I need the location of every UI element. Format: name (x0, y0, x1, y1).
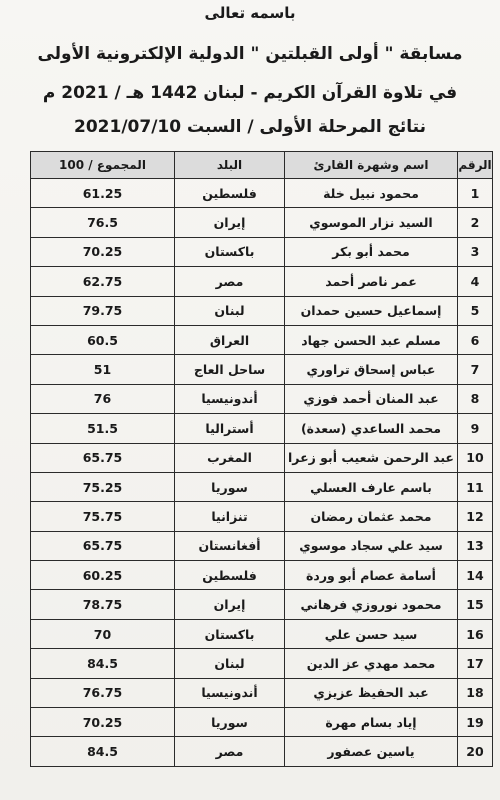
country-cell: لبنان (175, 649, 285, 678)
score-cell: 65.75 (31, 531, 175, 560)
table-body (31, 179, 493, 767)
rank-cell: 19 (458, 708, 493, 737)
results-table (30, 151, 493, 767)
country-cell: أستراليا (175, 414, 285, 443)
table-row (31, 384, 493, 413)
rank-cell: 13 (458, 531, 493, 560)
score-cell: 79.75 (31, 296, 175, 325)
rank-cell: 1 (458, 179, 493, 208)
rank-cell: 10 (458, 443, 493, 472)
reciter-name-cell: سيد علي سجاد موسوي (285, 531, 458, 560)
table-row (31, 649, 493, 678)
score-cell: 76.75 (31, 678, 175, 707)
rank-cell: 5 (458, 296, 493, 325)
reciter-name-cell: عبد الرحمن شعيب أبو زعرا (285, 443, 458, 472)
reciter-name-cell: عبد المنان أحمد فوزي (285, 384, 458, 413)
table-row (31, 737, 493, 766)
table-row (31, 678, 493, 707)
score-cell: 51.5 (31, 414, 175, 443)
competition-subtitle: في تلاوة القرآن الكريم - لبنان 1442 هـ / 2021 م (42, 83, 458, 103)
reciter-name-cell: محمود نوروزي فرهاني (285, 590, 458, 619)
rank-cell: 8 (458, 384, 493, 413)
score-cell: 51 (31, 355, 175, 384)
score-cell: 62.75 (31, 267, 175, 296)
reciter-name-cell: محمود نبيل خلة (285, 179, 458, 208)
rank-cell: 3 (458, 237, 493, 266)
score-cell: 60.25 (31, 561, 175, 590)
reciter-name-cell: عمر ناصر أحمد (285, 267, 458, 296)
country-cell: فلسطين (175, 561, 285, 590)
reciter-name-cell: محمد الساعدي (سعدة) (285, 414, 458, 443)
table-row (31, 355, 493, 384)
score-cell: 70.25 (31, 237, 175, 266)
country-cell: باكستان (175, 237, 285, 266)
rank-cell: 4 (458, 267, 493, 296)
rank-cell: 7 (458, 355, 493, 384)
table-header-row (31, 152, 493, 179)
country-cell: مصر (175, 737, 285, 766)
rank-cell: 20 (458, 737, 493, 766)
score-cell: 75.25 (31, 472, 175, 501)
country-cell: فلسطين (175, 179, 285, 208)
column-header-country: البلد (175, 152, 285, 179)
reciter-name-cell: عبد الحفيظ عزيزي (285, 678, 458, 707)
country-cell: إيران (175, 590, 285, 619)
score-cell: 76 (31, 384, 175, 413)
column-header-score: المجموع / 100 (31, 152, 175, 179)
country-cell: لبنان (175, 296, 285, 325)
score-cell: 65.75 (31, 443, 175, 472)
table-row (31, 179, 493, 208)
table-row (31, 561, 493, 590)
country-cell: ساحل العاج (175, 355, 285, 384)
table-row (31, 267, 493, 296)
basmala-heading: باسمه تعالى (204, 4, 296, 22)
reciter-name-cell: محمد مهدي عز الدين (285, 649, 458, 678)
reciter-name-cell: سيد حسن علي (285, 619, 458, 648)
country-cell: تنزانيا (175, 502, 285, 531)
table-row (31, 296, 493, 325)
country-cell: إيران (175, 208, 285, 237)
score-cell: 61.25 (31, 179, 175, 208)
score-cell: 75.75 (31, 502, 175, 531)
table-row (31, 472, 493, 501)
reciter-name-cell: إسماعيل حسين حمدان (285, 296, 458, 325)
rank-cell: 18 (458, 678, 493, 707)
competition-title: مسابقة " أولى القبلتين " الدولية الإلكترونية الأولى (37, 44, 463, 64)
rank-cell: 9 (458, 414, 493, 443)
score-cell: 84.5 (31, 649, 175, 678)
table-row (31, 590, 493, 619)
country-cell: العراق (175, 325, 285, 354)
rank-cell: 2 (458, 208, 493, 237)
table-row (31, 531, 493, 560)
country-cell: سوريا (175, 472, 285, 501)
table-row (31, 414, 493, 443)
reciter-name-cell: السيد نزار الموسوي (285, 208, 458, 237)
table-row (31, 443, 493, 472)
reciter-name-cell: محمد أبو بكر (285, 237, 458, 266)
reciter-name-cell: مسلم عبد الحسن جهاد (285, 325, 458, 354)
country-cell: أندونيسيا (175, 384, 285, 413)
table-row (31, 325, 493, 354)
table-row (31, 502, 493, 531)
rank-cell: 17 (458, 649, 493, 678)
score-cell: 60.5 (31, 325, 175, 354)
table-row (31, 237, 493, 266)
score-cell: 76.5 (31, 208, 175, 237)
rank-cell: 15 (458, 590, 493, 619)
rank-cell: 14 (458, 561, 493, 590)
reciter-name-cell: إياد بسام مهرة (285, 708, 458, 737)
country-cell: أفغانستان (175, 531, 285, 560)
table-row (31, 708, 493, 737)
reciter-name-cell: باسم عارف العسلي (285, 472, 458, 501)
table-row (31, 619, 493, 648)
reciter-name-cell: ياسين عصفور (285, 737, 458, 766)
score-cell: 70 (31, 619, 175, 648)
country-cell: مصر (175, 267, 285, 296)
score-cell: 70.25 (31, 708, 175, 737)
country-cell: باكستان (175, 619, 285, 648)
rank-cell: 12 (458, 502, 493, 531)
reciter-name-cell: أسامة عصام أبو وردة (285, 561, 458, 590)
country-cell: سوريا (175, 708, 285, 737)
rank-cell: 16 (458, 619, 493, 648)
reciter-name-cell: عباس إسحاق تراوري (285, 355, 458, 384)
score-cell: 84.5 (31, 737, 175, 766)
results-date-title: نتائج المرحلة الأولى / السبت 2021/07/10 (74, 117, 426, 137)
country-cell: أندونيسيا (175, 678, 285, 707)
column-header-rank: الرقم (458, 152, 493, 179)
table-row (31, 208, 493, 237)
country-cell: المغرب (175, 443, 285, 472)
column-header-name: اسم وشهرة القارئ (285, 152, 458, 179)
reciter-name-cell: محمد عثمان رمضان (285, 502, 458, 531)
score-cell: 78.75 (31, 590, 175, 619)
rank-cell: 11 (458, 472, 493, 501)
rank-cell: 6 (458, 325, 493, 354)
